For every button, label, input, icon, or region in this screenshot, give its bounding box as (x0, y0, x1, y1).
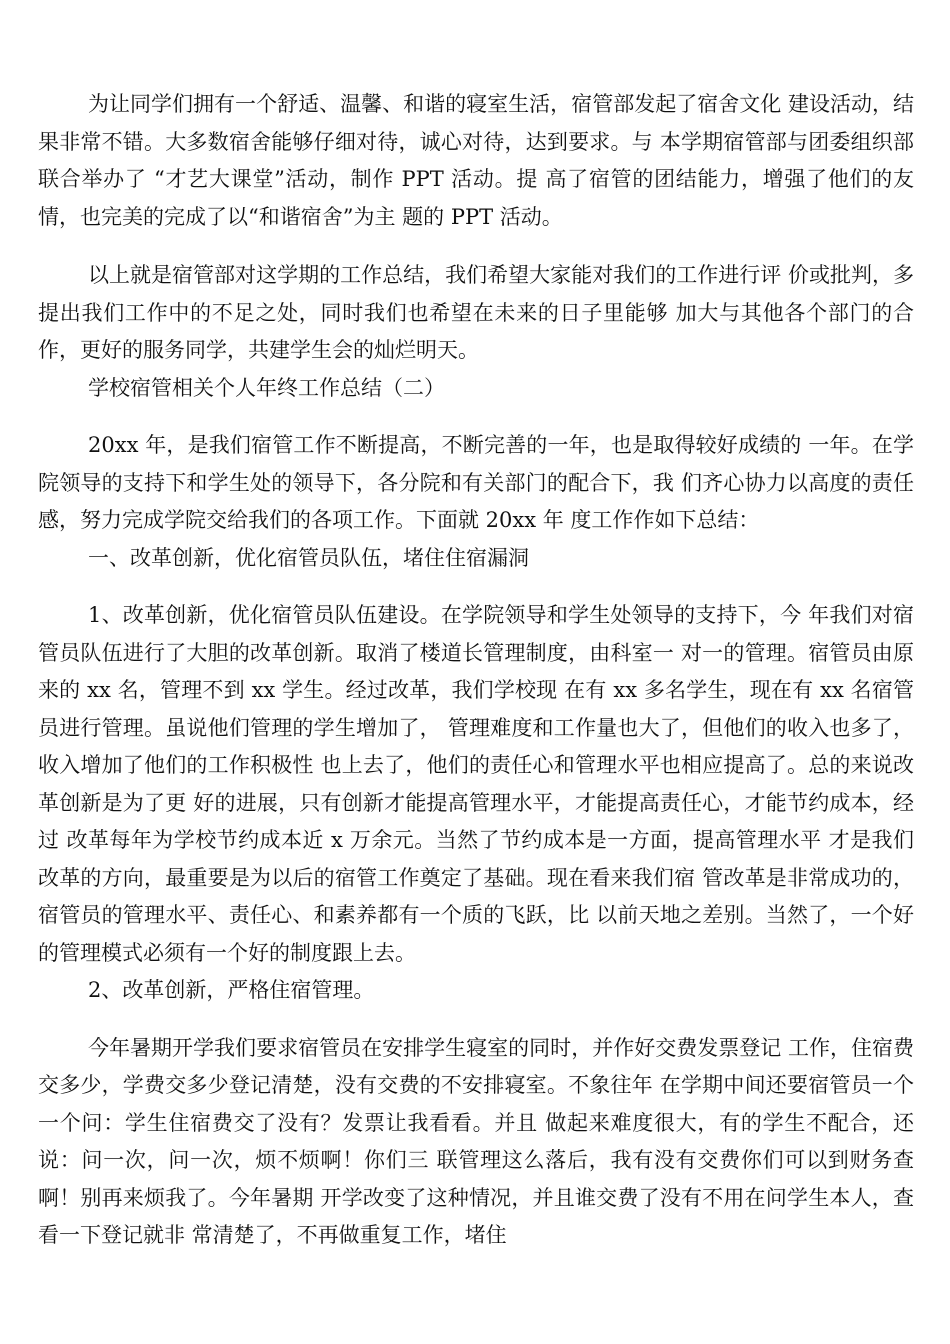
paragraph-dorm-culture: 为让同学们拥有一个舒适、温馨、和谐的寝室生活，宿管部发起了宿舍文化 建设活动，结果非常不错。大多数宿舍能够仔细对待，诚心对待，达到要求。与 本学期宿管部与团委组织部联合举办了 “才艺大课堂”活动，制作 PPT 活动。提 高了宿管的团结能力，增强了他们的友情，也完美的完成了以“和谐宿舍”为主 题的 PPT 活动。 (38, 92, 914, 229)
document-page (38, 86, 914, 1255)
paragraph-fee-registration: 今年暑期开学我们要求宿管员在安排学生寝室的同时，并作好交费发票登记 工作，住宿费交多少，学费交多少登记清楚，没有交费的不安排寝室。不象往年 在学期中间还要宿管员一个一个问：学生住宿费交了没有？发票让我看看。并且 做起来难度很大，有的学生不配合，还说：问一次，问一次，烦不烦啊！你们三 联管理这么落后，我有没有交费你们可以到财务查啊！别再来烦我了。今年暑期 开学改变了这种情况，并且谁交费了没有不用在问学生本人，查看一下登记就非 常清楚了，不再做重复工作，堵住 (38, 1035, 914, 1247)
section-title-part-two: 学校宿管相关个人年终工作总结（二） (88, 375, 445, 400)
paragraph-reform-staff: 1、改革创新，优化宿管员队伍建设。在学院领导和学生处领导的支持下，今 年我们对宿管员队伍进行了大胆的改革创新。取消了楼道长管理制度，由科室一 对一的管理。宿管员由原来的 xx 名，管理不到 xx 学生。经过改革，我们学校现 在有 xx 多名学生，现在有 xx 名宿管员进行管理。虽说他们管理的学生增加了， 管理难度和工作量也大了，但他们的收入也多了，收入增加了他们的工作积极性 也上去了，他们的责任心和管理水平也相应提高了。总的来说改革创新是为了更 好的进展，只有创新才能提高管理水平，才能提高责任心，才能节约成本，经过 改革每年为学校节约成本近 x 万余元。当然了节约成本是一方面，提高管理水平 才是我们改革的方向，最重要是为以后的宿管工作奠定了基础。现在看来我们宿 管改革是非常成功的，宿管员的管理水平、责任心、和素养都有一个质的飞跃，比 以前天地之差别。当然了，一个好的管理模式必须有一个好的制度跟上去。 (38, 603, 914, 965)
paragraph-year-overview: 20xx 年，是我们宿管工作不断提高，不断完善的一年，也是取得较好成绩的 一年。在学院领导的支持下和学生处的领导下，各分院和有关部门的配合下，我 们齐心协力以高度的责任感，努力完成学院交给我们的各项工作。下面就 20xx 年 度工作作如下总结： (38, 433, 914, 532)
paragraph-summary-closing: 以上就是宿管部对这学期的工作总结，我们希望大家能对我们的工作进行评 价或批判，多提出我们工作中的不足之处，同时我们也希望在未来的日子里能够 加大与其他各个部门的合作，更好的服务同学，共建学生会的灿烂明天。 (38, 263, 914, 362)
subheading-strict-management: 2、改革创新，严格住宿管理。 (88, 978, 375, 1002)
section-heading-reform: 一、改革创新，优化宿管员队伍，堵住住宿漏洞 (88, 545, 529, 570)
